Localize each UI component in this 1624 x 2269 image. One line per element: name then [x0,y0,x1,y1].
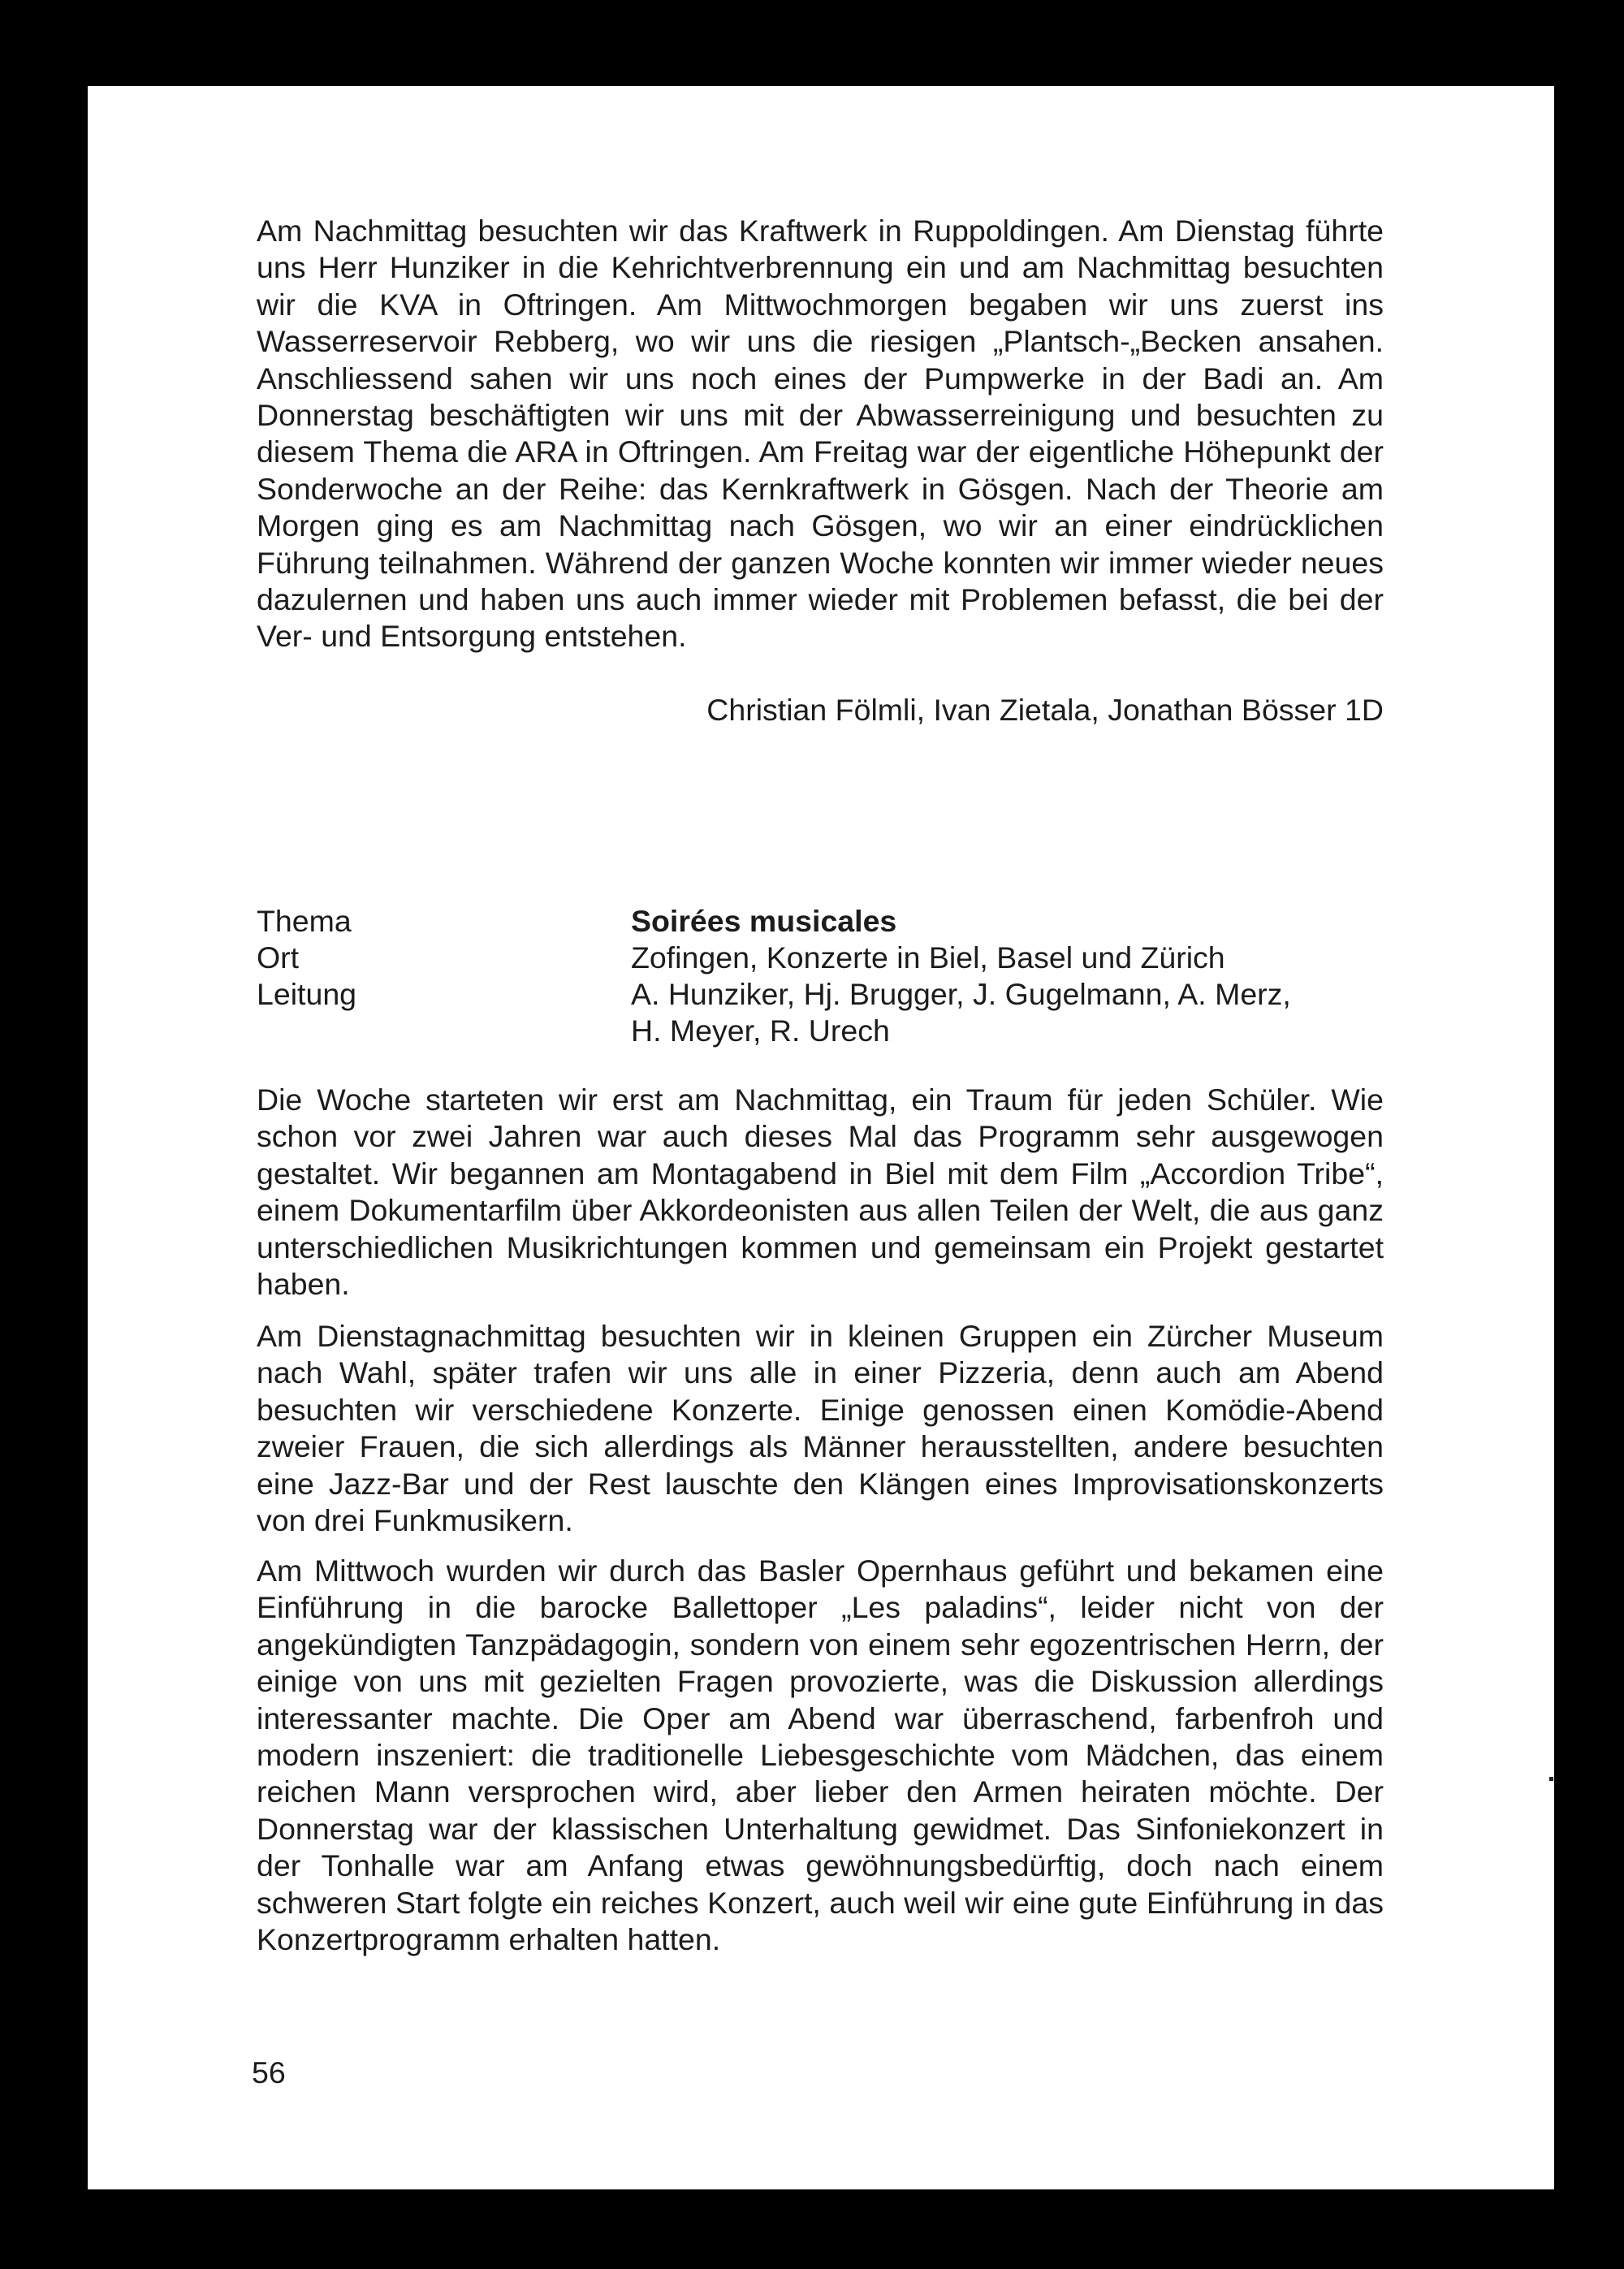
ort-value: Zofingen, Konzerte in Biel, Basel und Zürich [631,940,1225,975]
leitung-label: Leitung [257,977,357,1011]
report1-authors: Christian Fölmli, Ivan Zietala, Jonathan Bösser 1D [706,693,1384,727]
leitung-value-line2: H. Meyer, R. Urech [631,1013,890,1048]
thema-value: Soirées musicales [631,904,897,938]
report2-paragraph-3: Am Mittwoch wurden wir durch das Basler Opernhaus geführt und bekamen eine Einführung in die barocke Ballettoper „Les paladins“, leider nicht von der angekündigten Tanzpädagogin, sondern von einem sehr egozentrischen Herrn, der einige von uns mit gezielten Fragen provozierte, was die Diskussion allerdings interessanter machte. Die Oper am Abend war überraschend, farbenfroh und modern inszeniert: die traditionelle Liebesgeschichte vom Mädchen, das einem reichen Mann versprochen wird, aber lieber den Armen heiraten möchte. Der Donnerstag war der klassischen Unterhaltung gewidmet. Das Sinfoniekonzert in der Tonhalle war am Anfang etwas gewöhnungsbedürftig, doch nach einem schweren Start folgte ein reiches Konzert, auch weil wir eine gute Einführung in das Konzertprogramm erhalten hatten. [257,1554,1384,1957]
scan-speck [1549,1777,1553,1781]
report2-paragraph-1: Die Woche starteten wir erst am Nachmittag, ein Traum für jeden Schüler. Wie schon vor zwei Jahren war auch dieses Mal das Programm sehr ausgewogen gestaltet. Wir begannen am Montagabend in Biel mit dem Film „Accordion Tribe“, einem Dokumentarfilm über Akkordeonisten aus allen Teilen der Welt, die aus ganz unterschiedlichen Musikrichtungen kommen und gemeinsam ein Projekt gestartet haben. [257,1083,1384,1302]
report2-paragraph-2: Am Dienstagnachmittag besuchten wir in kleinen Gruppen ein Zürcher Museum nach Wahl, später trafen wir uns alle in einer Pizzeria, denn auch am Abend besuchten wir verschiedene Konzerte. Einige genossen einen Komödie-Abend zweier Frauen, die sich allerdings als Männer herausstellten, andere besuchten eine Jazz-Bar und der Rest lauschte den Klängen eines Improvisationskonzerts von drei Funkmusikern. [257,1319,1384,1538]
leitung-value-line1: A. Hunziker, Hj. Brugger, J. Gugelmann, A. Merz, [631,977,1291,1011]
thema-label: Thema [257,904,352,938]
report1-paragraph: Am Nachmittag besuchten wir das Kraftwerk in Ruppoldingen. Am Dienstag führte uns Herr Hunziker in die Kehrichtverbrennung ein und am Nachmittag besuchten wir die KVA in Oftringen. Am Mittwochmorgen begaben wir uns zuerst ins Wasserreservoir Rebberg, wo wir uns die riesigen „Plantsch-„Becken ansahen. Anschliessend sahen wir uns noch eines der Pumpwerke in der Badi an. Am Donnerstag beschäftigten wir uns mit der Abwasserreinigung und besuchten zu diesem Thema die ARA in Oftringen. Am Freitag war der eigentliche Höhepunkt der Sonderwoche an der Reihe: das Kernkraftwerk in Gösgen. Nach der Theorie am Morgen ging es am Nachmittag nach Gösgen, wo wir an einer eindrücklichen Führung teilnahmen. Während der ganzen Woche konnten wir immer wieder neues dazulernen und haben uns auch immer wieder mit Problemen befasst, die bei der Ver- und Entsorgung entstehen. [257,214,1384,654]
page-number: 56 [252,2055,286,2090]
ort-label: Ort [257,940,300,975]
